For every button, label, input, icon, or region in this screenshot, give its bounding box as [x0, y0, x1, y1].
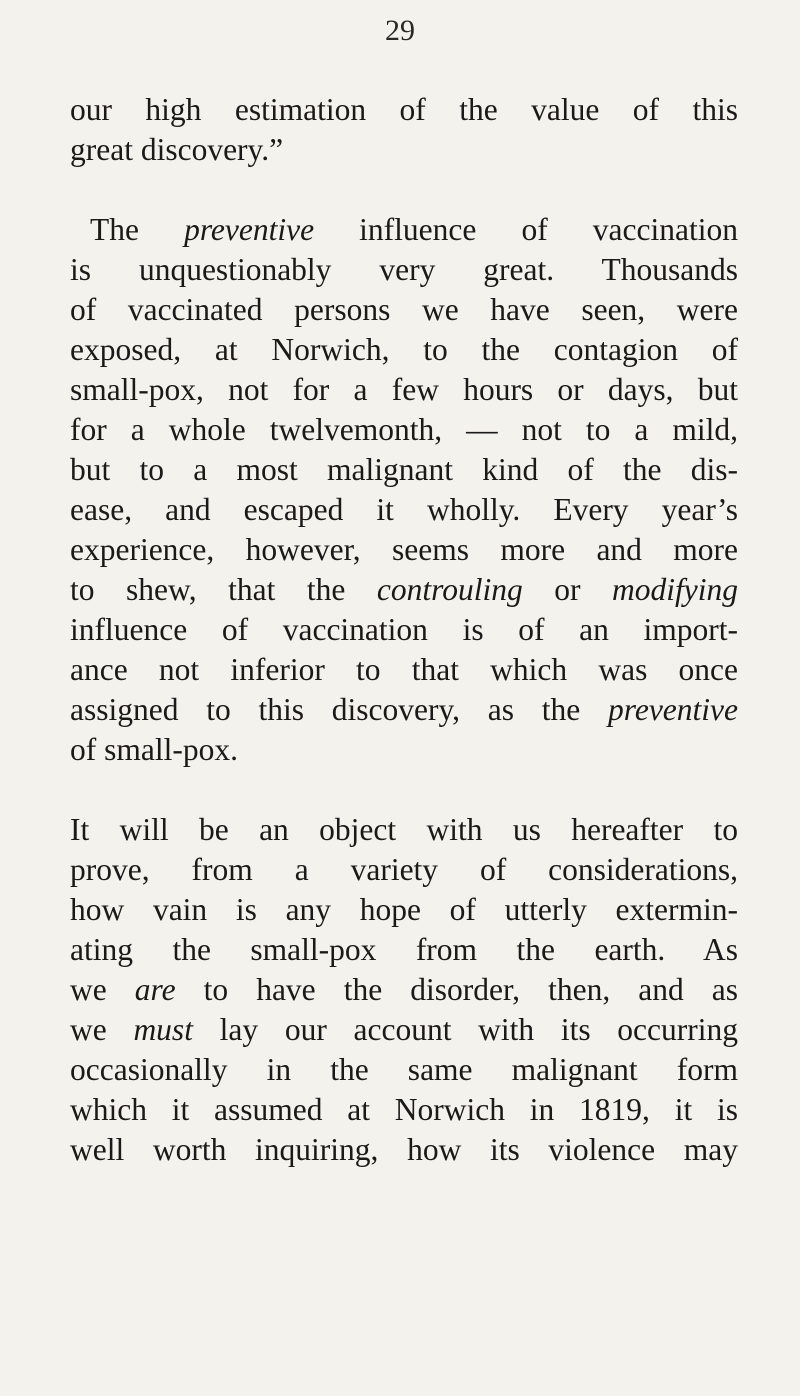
text-run: The: [90, 212, 185, 247]
text-line: [70, 1050, 738, 1090]
text-run: ating the small-pox from the earth. As: [70, 932, 738, 967]
italic-phrase: modifying: [612, 572, 738, 607]
text-run: influence of vaccination is of an import-: [70, 612, 738, 647]
text-run: experience, however, seems more and more: [70, 532, 738, 567]
text-run: we: [70, 972, 135, 1007]
text-run: for a whole twelvemonth, — not to a mild,: [70, 412, 738, 447]
text-run: to have the disorder, then, and as: [175, 972, 738, 1007]
text-run: ease, and escaped it wholly. Every year’s: [70, 492, 738, 527]
text-run: influence of vaccination: [314, 212, 738, 247]
text-run: but to a most malignant kind of the dis-: [70, 452, 738, 487]
italic-phrase: controuling: [376, 572, 523, 607]
text-run: lay our account with its occurring: [192, 1012, 738, 1047]
italic-phrase: must: [133, 1012, 193, 1047]
italic-phrase: preventive: [184, 212, 315, 247]
italic-phrase: preventive: [608, 692, 738, 727]
text-run: It will be an object with us hereafter to: [70, 812, 738, 847]
text-run: which it assumed at Norwich in 1819, it is: [70, 1092, 738, 1127]
text-line: [70, 490, 738, 530]
text-run: assigned to this discovery, as the: [70, 692, 608, 727]
text-line: [70, 650, 738, 690]
text-run: well worth inquiring, how its violence may: [70, 1132, 738, 1167]
text-run: how vain is any hope of utterly extermin-: [70, 892, 738, 927]
text-line: [70, 130, 738, 170]
text-run: our high estimation of the value of this: [70, 92, 738, 127]
text-line: [70, 890, 738, 930]
text-line: [70, 570, 738, 610]
text-line: [70, 90, 738, 130]
text-line: [70, 930, 738, 970]
text-line: [70, 1130, 738, 1170]
text-line: [70, 450, 738, 490]
text-line: [70, 1010, 738, 1050]
text-run: ance not inferior to that which was once: [70, 652, 738, 687]
paragraph: [70, 90, 738, 170]
text-line: [70, 290, 738, 330]
text-run: to shew, that the: [70, 572, 377, 607]
text-line: [70, 250, 738, 290]
italic-phrase: are: [134, 972, 176, 1007]
text-line: [70, 330, 738, 370]
page-number: 29: [385, 14, 415, 47]
text-run: is unquestionably very great. Thousands: [70, 252, 738, 287]
body-text: [70, 90, 738, 1170]
text-run: or: [522, 572, 612, 607]
text-run: great discovery.”: [70, 132, 284, 167]
text-line: [70, 730, 738, 770]
text-line: [70, 970, 738, 1010]
text-line: [70, 530, 738, 570]
text-line: [70, 410, 738, 450]
paragraph: [70, 210, 738, 770]
text-run: we: [70, 1012, 134, 1047]
paragraph: [70, 810, 738, 1170]
text-line: [70, 210, 738, 250]
text-run: prove, from a variety of considerations,: [70, 852, 738, 887]
text-run: of vaccinated persons we have seen, were: [70, 292, 738, 327]
text-line: [70, 690, 738, 730]
text-run: small-pox, not for a few hours or days, but: [70, 372, 738, 407]
text-line: [70, 850, 738, 890]
text-line: [70, 370, 738, 410]
text-run: of small-pox.: [70, 732, 238, 767]
text-run: exposed, at Norwich, to the contagion of: [70, 332, 738, 367]
text-line: [70, 810, 738, 850]
text-run: occasionally in the same malignant form: [70, 1052, 738, 1087]
text-line: [70, 1090, 738, 1130]
text-line: [70, 610, 738, 650]
